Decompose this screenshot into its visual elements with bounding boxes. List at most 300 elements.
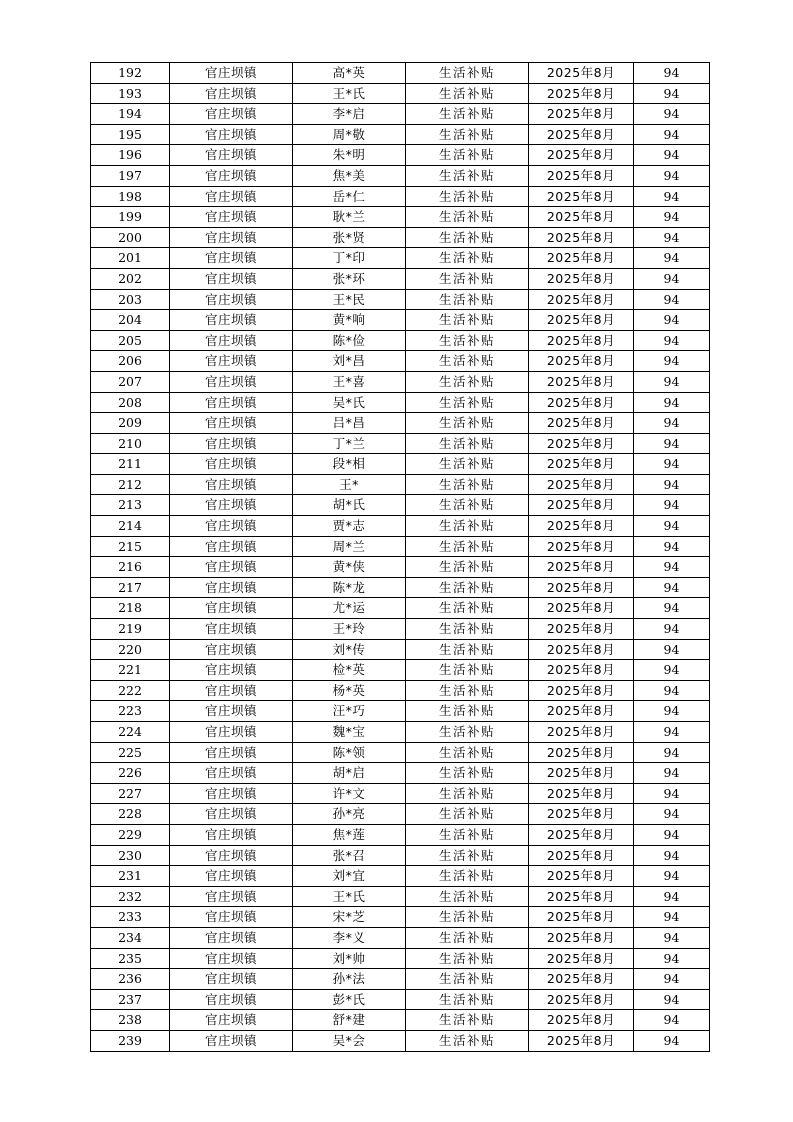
cell-index [91,577,170,598]
cell-month-text: 2025年8月 [546,353,616,369]
cell-type [406,619,529,640]
cell-month [529,907,634,928]
cell-town [170,660,293,681]
cell-index-text: 210 [118,435,142,451]
cell-month-text: 2025年8月 [546,662,616,678]
cell-type [406,392,529,413]
table-row [91,516,710,537]
cell-month [529,969,634,990]
cell-type [406,1010,529,1031]
cell-index [91,495,170,516]
cell-type [406,104,529,125]
cell-amount-text: 94 [663,106,680,122]
table-row [91,371,710,392]
cell-index [91,639,170,660]
cell-name-text: 王* [339,476,359,492]
cell-name-text: 张*环 [332,270,366,286]
table-row [91,845,710,866]
cell-name-text: 检*英 [332,662,366,678]
cell-amount-text: 94 [663,270,680,286]
cell-amount-text: 94 [663,518,680,534]
cell-type-text: 生活补贴 [438,456,495,472]
cell-name-text: 焦*美 [332,167,366,183]
cell-name [293,207,406,228]
table-row [91,722,710,743]
cell-amount [634,783,710,804]
cell-month [529,536,634,557]
cell-month-text: 2025年8月 [546,724,616,739]
cell-amount-text: 94 [663,950,680,966]
cell-type-text: 生活补贴 [438,785,495,801]
cell-name-text: 刘*传 [332,641,366,657]
cell-month [529,824,634,845]
cell-index [91,989,170,1010]
table-row [91,886,710,907]
cell-name-text: 王*民 [332,291,366,307]
cell-index [91,557,170,578]
cell-index [91,165,170,186]
cell-month-text: 2025年8月 [546,312,616,328]
cell-index [91,722,170,743]
table-row [91,1010,710,1031]
cell-name-text: 吴*会 [332,1032,366,1048]
cell-type [406,824,529,845]
cell-index-text: 199 [118,209,142,225]
cell-amount-text: 94 [663,167,680,183]
cell-month [529,927,634,948]
cell-index-text: 214 [118,518,142,534]
cell-amount-text: 94 [663,394,680,410]
cell-name [293,248,406,269]
cell-town [170,536,293,557]
cell-name-text: 陈*领 [332,744,366,760]
table-row [91,639,710,660]
cell-amount-text: 94 [663,1012,680,1028]
cell-month [529,248,634,269]
cell-month [529,804,634,825]
cell-type-text: 生活补贴 [438,806,495,822]
cell-name-text: 胡*氏 [332,497,366,513]
cell-amount [634,83,710,104]
cell-town-text: 官庄坝镇 [204,559,257,575]
cell-amount [634,516,710,537]
cell-town [170,1010,293,1031]
cell-month [529,742,634,763]
table-row [91,145,710,166]
cell-index-text: 228 [118,806,142,822]
cell-town-text: 官庄坝镇 [204,167,257,183]
cell-name-text: 杨*英 [332,682,366,698]
cell-month [529,392,634,413]
cell-name-text: 王*氏 [332,85,366,101]
cell-type [406,660,529,681]
cell-month [529,639,634,660]
cell-town-text: 官庄坝镇 [204,785,257,801]
cell-index [91,783,170,804]
cell-type [406,165,529,186]
cell-month [529,866,634,887]
cell-type-text: 生活补贴 [438,332,495,348]
cell-amount [634,351,710,372]
cell-name-text: 王*玲 [332,621,366,637]
cell-month-text: 2025年8月 [546,1032,616,1048]
cell-amount [634,289,710,310]
cell-name [293,660,406,681]
cell-month-text: 2025年8月 [546,785,616,801]
cell-index [91,310,170,331]
cell-month [529,433,634,454]
table-row [91,495,710,516]
cell-type-text: 生活补贴 [438,229,495,245]
cell-month-text: 2025年8月 [546,497,616,513]
table-row [91,454,710,475]
cell-town [170,433,293,454]
cell-month [529,763,634,784]
cell-town-text: 官庄坝镇 [204,435,257,451]
cell-amount [634,268,710,289]
cell-town [170,948,293,969]
cell-town-text: 官庄坝镇 [204,188,257,204]
cell-amount [634,330,710,351]
cell-month [529,207,634,228]
table-row [91,248,710,269]
table-row [91,701,710,722]
cell-index [91,1010,170,1031]
cell-name-text: 周*兰 [332,538,366,554]
cell-type-text: 生活补贴 [438,209,495,225]
cell-amount-text: 94 [663,991,680,1007]
cell-month [529,474,634,495]
cell-month [529,165,634,186]
cell-type-text: 生活补贴 [438,291,495,307]
table-row [91,660,710,681]
cell-index-text: 194 [118,106,142,122]
cell-type [406,989,529,1010]
table-row [91,1030,710,1051]
cell-amount-text: 94 [663,621,680,637]
cell-town [170,763,293,784]
cell-town [170,207,293,228]
cell-type [406,948,529,969]
cell-type-text: 生活补贴 [438,85,495,101]
cell-month-text: 2025年8月 [546,868,616,884]
cell-index [91,371,170,392]
cell-amount [634,392,710,413]
cell-name [293,824,406,845]
cell-amount [634,660,710,681]
cell-type-text: 生活补贴 [438,126,495,142]
cell-type-text: 生活补贴 [438,312,495,328]
table-row [91,413,710,434]
cell-month [529,886,634,907]
cell-month [529,63,634,84]
cell-town-text: 官庄坝镇 [204,847,257,863]
cell-town [170,824,293,845]
cell-town-text: 官庄坝镇 [204,621,257,637]
cell-amount [634,186,710,207]
cell-town-text: 官庄坝镇 [204,641,257,657]
cell-town-text: 官庄坝镇 [204,765,257,781]
cell-amount-text: 94 [663,456,680,472]
cell-name [293,371,406,392]
cell-town [170,886,293,907]
cell-month-text: 2025年8月 [546,971,616,987]
cell-name [293,413,406,434]
cell-month [529,124,634,145]
cell-amount [634,804,710,825]
cell-amount-text: 94 [663,188,680,204]
cell-town [170,680,293,701]
cell-amount [634,557,710,578]
cell-month [529,310,634,331]
cell-index-text: 215 [118,538,142,554]
cell-town [170,310,293,331]
cell-type-text: 生活补贴 [438,435,495,451]
cell-town-text: 官庄坝镇 [204,209,257,225]
cell-index-text: 203 [118,291,142,307]
cell-type [406,83,529,104]
cell-amount-text: 94 [663,538,680,554]
subsidy-table [90,62,710,1052]
cell-type [406,207,529,228]
cell-town [170,989,293,1010]
cell-type-text: 生活补贴 [438,868,495,884]
cell-amount-text: 94 [663,291,680,307]
table-row [91,824,710,845]
cell-town-text: 官庄坝镇 [204,250,257,266]
cell-index-text: 221 [118,662,142,678]
cell-name [293,124,406,145]
cell-index [91,969,170,990]
cell-type [406,495,529,516]
cell-name [293,804,406,825]
cell-index [91,186,170,207]
cell-town-text: 官庄坝镇 [204,826,257,842]
cell-town [170,907,293,928]
cell-amount-text: 94 [663,435,680,451]
cell-month-text: 2025年8月 [546,621,616,637]
cell-amount [634,124,710,145]
cell-name-text: 魏*宝 [332,724,366,739]
cell-type [406,516,529,537]
cell-month-text: 2025年8月 [546,847,616,863]
cell-amount-text: 94 [663,229,680,245]
cell-index [91,413,170,434]
cell-type [406,454,529,475]
cell-name-text: 朱*明 [332,147,366,163]
cell-month-text: 2025年8月 [546,291,616,307]
cell-month-text: 2025年8月 [546,456,616,472]
cell-amount-text: 94 [663,806,680,822]
cell-town [170,227,293,248]
cell-month [529,413,634,434]
cell-town [170,701,293,722]
cell-month-text: 2025年8月 [546,270,616,286]
cell-amount-text: 94 [663,971,680,987]
cell-month-text: 2025年8月 [546,415,616,431]
cell-town-text: 官庄坝镇 [204,85,257,101]
table-body [91,63,710,1052]
cell-name [293,639,406,660]
cell-index [91,83,170,104]
cell-month-text: 2025年8月 [546,250,616,266]
cell-name-text: 黄*响 [332,312,366,328]
cell-index [91,948,170,969]
cell-type [406,783,529,804]
cell-name [293,907,406,928]
cell-type-text: 生活补贴 [438,703,495,719]
cell-type [406,351,529,372]
cell-name [293,474,406,495]
cell-month-text: 2025年8月 [546,744,616,760]
cell-type [406,639,529,660]
cell-town-text: 官庄坝镇 [204,744,257,760]
cell-amount [634,824,710,845]
cell-amount-text: 94 [663,662,680,678]
cell-type-text: 生活补贴 [438,600,495,616]
cell-type-text: 生活补贴 [438,950,495,966]
cell-name [293,330,406,351]
cell-index-text: 198 [118,188,142,204]
cell-index [91,63,170,84]
cell-index-text: 237 [118,991,142,1007]
cell-name-text: 耿*兰 [332,209,366,225]
cell-month [529,495,634,516]
cell-amount-text: 94 [663,765,680,781]
cell-type [406,371,529,392]
cell-name-text: 高*英 [332,65,366,80]
cell-type [406,227,529,248]
cell-index-text: 216 [118,559,142,575]
cell-town [170,454,293,475]
table-row [91,207,710,228]
cell-name [293,845,406,866]
cell-name [293,598,406,619]
cell-index [91,598,170,619]
table-row [91,83,710,104]
cell-town [170,392,293,413]
cell-town-text: 官庄坝镇 [204,332,257,348]
cell-name [293,268,406,289]
cell-month [529,371,634,392]
cell-name [293,866,406,887]
cell-amount [634,722,710,743]
cell-month [529,516,634,537]
cell-index-text: 236 [118,971,142,987]
cell-type-text: 生活补贴 [438,744,495,760]
cell-type-text: 生活补贴 [438,518,495,534]
cell-name-text: 张*贤 [332,229,366,245]
cell-name [293,577,406,598]
cell-amount [634,639,710,660]
cell-amount [634,536,710,557]
cell-town-text: 官庄坝镇 [204,971,257,987]
cell-index-text: 224 [118,724,142,739]
cell-month-text: 2025年8月 [546,147,616,163]
cell-type [406,1030,529,1051]
cell-amount-text: 94 [663,929,680,945]
cell-month-text: 2025年8月 [546,394,616,410]
cell-town [170,1030,293,1051]
cell-town-text: 官庄坝镇 [204,682,257,698]
cell-amount-text: 94 [663,497,680,513]
cell-town [170,742,293,763]
cell-amount [634,907,710,928]
cell-month-text: 2025年8月 [546,991,616,1007]
cell-index [91,680,170,701]
cell-month-text: 2025年8月 [546,559,616,575]
cell-name [293,989,406,1010]
cell-index [91,927,170,948]
cell-index-text: 209 [118,415,142,431]
cell-town [170,927,293,948]
cell-town [170,63,293,84]
cell-name-text: 孙*法 [332,971,366,987]
cell-month-text: 2025年8月 [546,126,616,142]
cell-type-text: 生活补贴 [438,270,495,286]
cell-amount [634,413,710,434]
table-row [91,474,710,495]
cell-amount [634,474,710,495]
table-row [91,783,710,804]
cell-type [406,927,529,948]
cell-month [529,330,634,351]
cell-index-text: 239 [118,1032,142,1048]
cell-name [293,1030,406,1051]
cell-type-text: 生活补贴 [438,662,495,678]
cell-town-text: 官庄坝镇 [204,497,257,513]
cell-name [293,536,406,557]
cell-index-text: 234 [118,929,142,945]
cell-month [529,557,634,578]
cell-type-text: 生活补贴 [438,682,495,698]
cell-type-text: 生活补贴 [438,559,495,575]
cell-town [170,557,293,578]
cell-month [529,289,634,310]
cell-month [529,783,634,804]
cell-type-text: 生活补贴 [438,909,495,925]
cell-name-text: 吴*氏 [332,394,366,410]
table-row [91,227,710,248]
cell-index [91,536,170,557]
cell-index [91,742,170,763]
cell-name [293,433,406,454]
cell-type [406,804,529,825]
cell-name-text: 丁*印 [332,250,366,266]
table-row [91,557,710,578]
cell-month-text: 2025年8月 [546,229,616,245]
cell-month-text: 2025年8月 [546,579,616,595]
table-row [91,310,710,331]
cell-name-text: 岳*仁 [332,188,366,204]
cell-type-text: 生活补贴 [438,765,495,781]
cell-index [91,104,170,125]
cell-index [91,1030,170,1051]
cell-type [406,310,529,331]
cell-month-text: 2025年8月 [546,332,616,348]
cell-name-text: 王*氏 [332,888,366,904]
cell-town-text: 官庄坝镇 [204,991,257,1007]
cell-type-text: 生活补贴 [438,497,495,513]
cell-town [170,248,293,269]
cell-amount [634,227,710,248]
table-row [91,742,710,763]
cell-index-text: 212 [118,476,142,492]
cell-month-text: 2025年8月 [546,600,616,616]
cell-type-text: 生活补贴 [438,373,495,389]
cell-amount-text: 94 [663,147,680,163]
cell-type [406,907,529,928]
